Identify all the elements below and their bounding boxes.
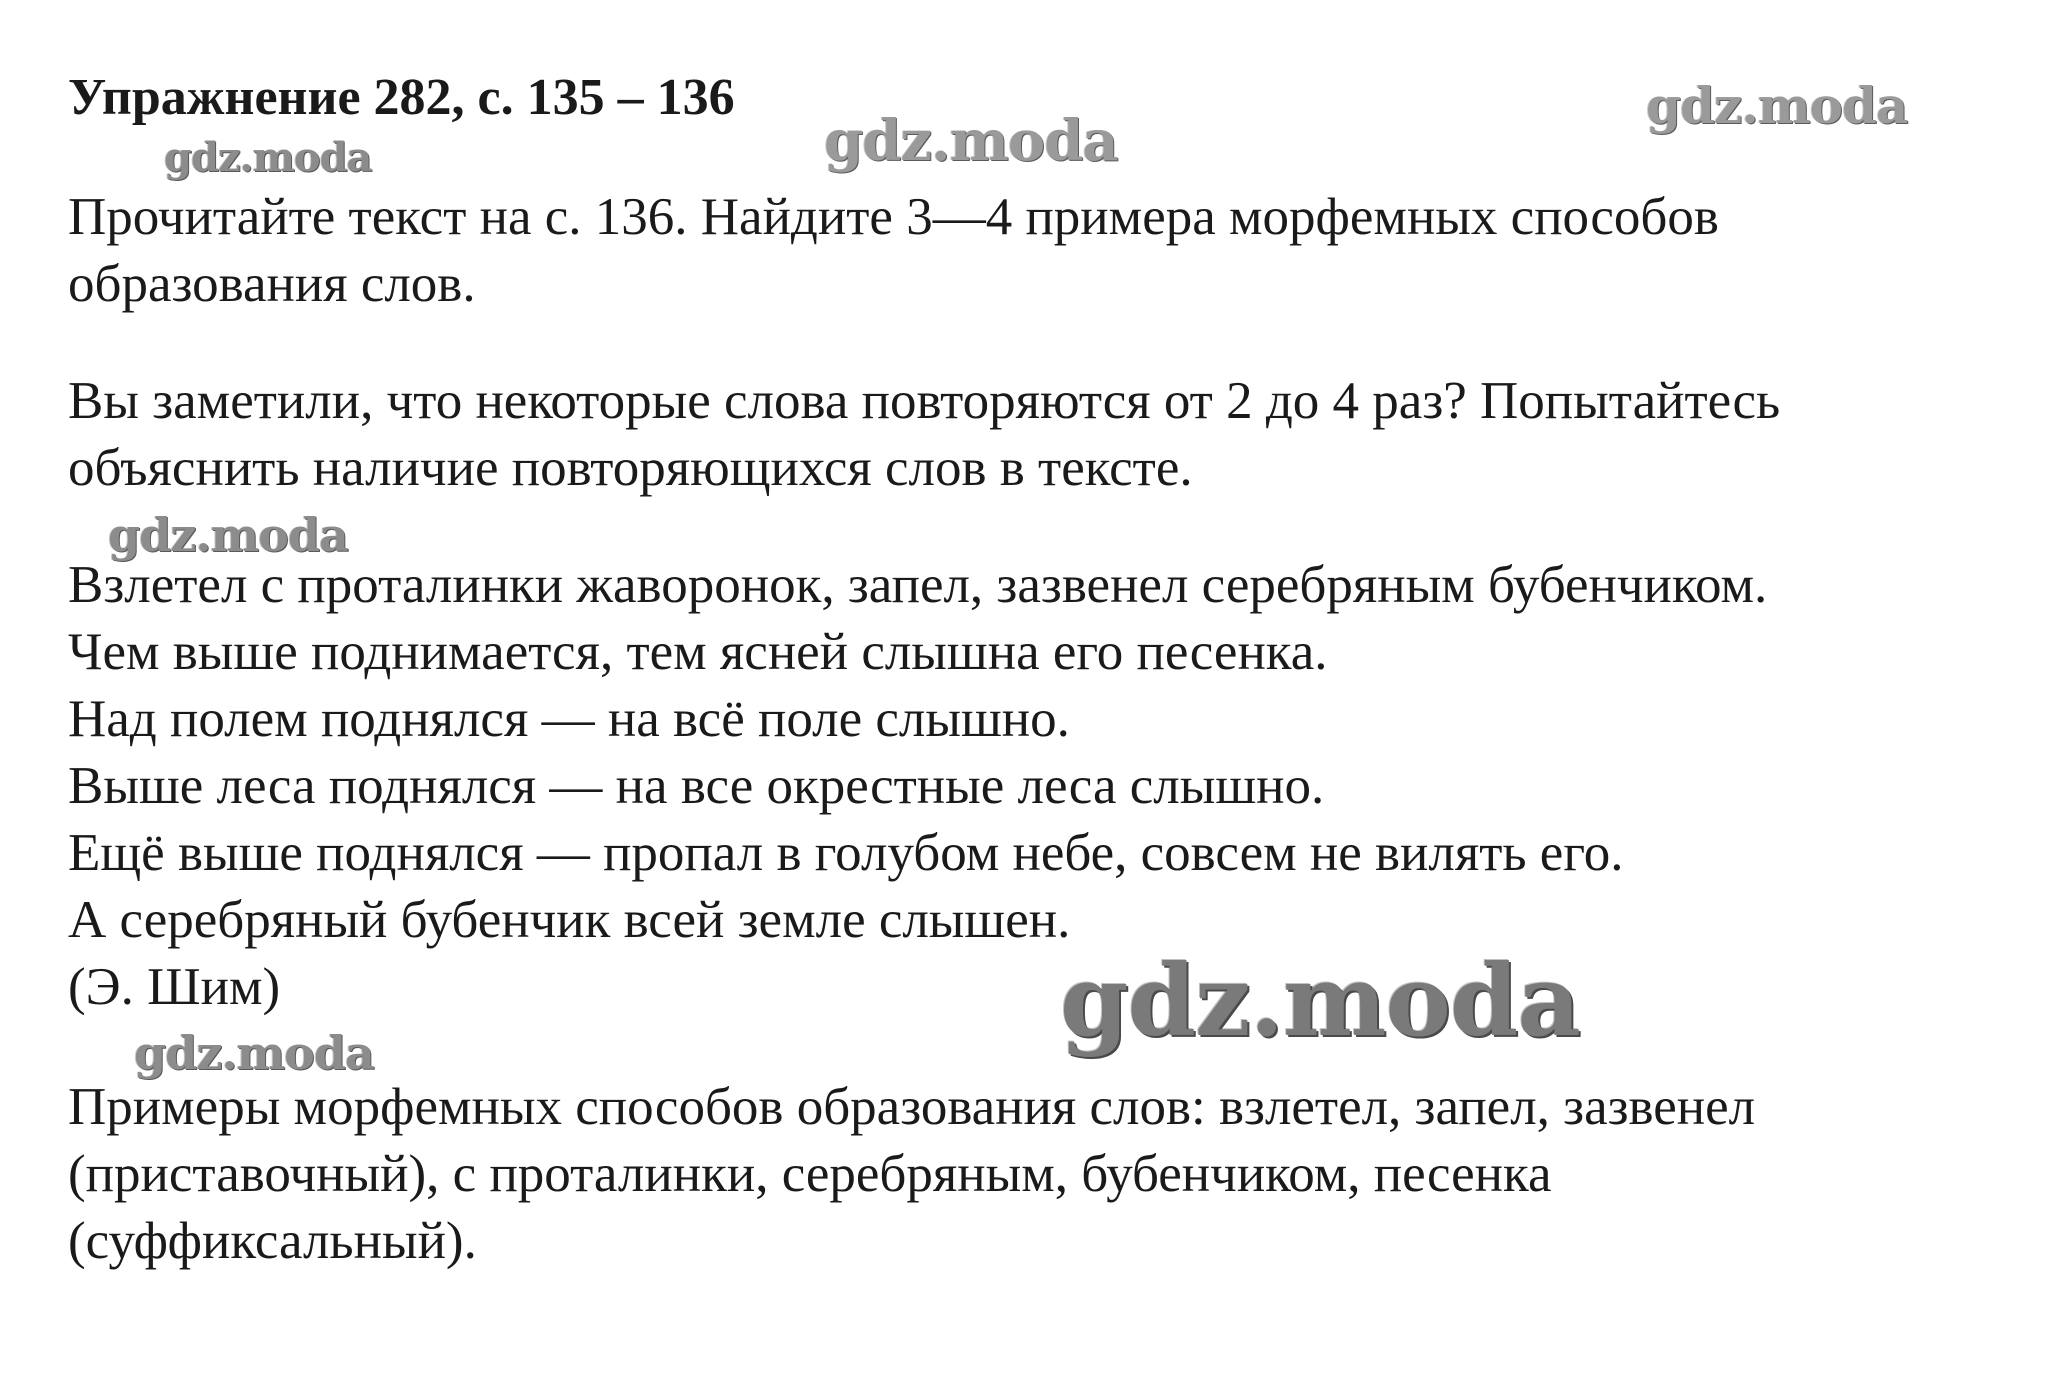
answer-line: (приставочный), с проталинки, серебряным, бубенчиком, песенка (68, 1145, 1552, 1203)
poem-line: Ещё выше поднялся — пропал в голубом небе, совсем не вилять его. (68, 824, 1624, 882)
answer-paragraph (68, 1074, 1755, 1275)
watermark: gdz.moda (108, 508, 348, 562)
poem-line: Над полем поднялся — на всё поле слышно. (68, 690, 1070, 748)
poem-line: Чем выше поднимается, тем ясней слышна его песенка. (68, 623, 1328, 681)
poem-author: (Э. Шим) (68, 958, 281, 1016)
answer-line: Примеры морфемных способов образования слов: взлетел, запел, зазвенел (68, 1078, 1756, 1136)
question-line: объяснить наличие повторяющихся слов в тексте. (68, 439, 1193, 497)
watermark: gdz.moda (1060, 944, 1580, 1059)
exercise-title: Упражнение 282, с. 135 – 136 (68, 69, 735, 126)
task-line: образования слов. (68, 255, 476, 313)
poem-line: А серебряный бубенчик всей земле слышен. (68, 891, 1071, 949)
question-line: Вы заметили, что некоторые слова повторяются от 2 до 4 раз? Попытайтесь (68, 372, 1781, 430)
answer-line: (суффиксальный). (68, 1212, 477, 1270)
watermark: gdz.moda (164, 134, 372, 181)
question-paragraph (68, 368, 1780, 502)
poem-line: Взлетел с проталинки жаворонок, запел, зазвенел серебряным бубенчиком. (68, 556, 1768, 614)
poem-line: Выше леса поднялся — на все окрестные леса слышно. (68, 757, 1325, 815)
watermark: gdz.moda (824, 108, 1118, 174)
task-line: Прочитайте текст на с. 136. Найдите 3—4 примера морфемных способов (68, 188, 1719, 246)
watermark: gdz.moda (134, 1026, 374, 1080)
watermark: gdz.moda (1646, 76, 1908, 135)
task-paragraph (68, 184, 1719, 318)
